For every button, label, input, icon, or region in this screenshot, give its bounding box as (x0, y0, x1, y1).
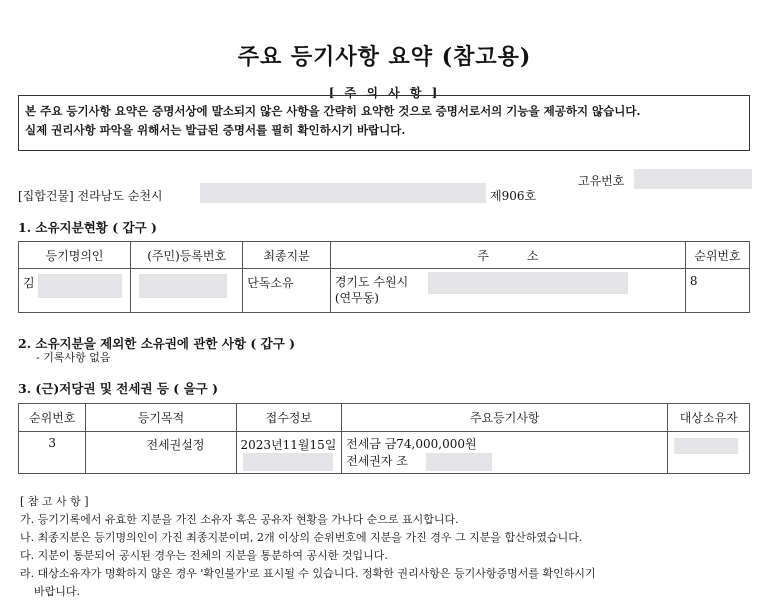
address-cell (330, 269, 685, 313)
building-unit: 제906호 (490, 189, 537, 203)
receipt-no-redacted (243, 453, 333, 471)
share-cell: 단독소유 (243, 269, 331, 313)
notice-line-2: 실제 권리사항 파악을 위해서는 발급된 증명서를 필히 확인하시기 바랍니다. (25, 123, 406, 137)
holder-redacted (38, 274, 122, 298)
col-holder: 등기명의인 (19, 242, 131, 269)
col-rank: 순위번호 (685, 242, 749, 269)
lessee-name: 전세권자 조 (346, 454, 408, 468)
ownership-table (18, 241, 750, 313)
section2-content: - 기록사항 없음 (36, 351, 111, 364)
section2-title: 2. 소유지분을 제외한 소유권에 관한 사항 ( 갑구 ) (18, 336, 296, 351)
note-item-ra: 라. 대상소유자가 명확하지 않은 경우 '확인불가'로 표시될 수 있습니다. 정확한 권리사항은 등기사항증명서를 확인하시기 (20, 567, 596, 580)
building-address-prefix: [집합건물] 전라남도 순천시 (18, 189, 163, 203)
receipt-cell (236, 432, 342, 474)
lien-table (18, 403, 750, 474)
target-owner-redacted (674, 438, 738, 454)
regno-cell (131, 269, 243, 313)
address-redacted (428, 272, 628, 294)
lien-rank-cell: 3 (19, 432, 86, 474)
table-row (19, 269, 750, 313)
holder-cell (19, 269, 131, 313)
target-owner-cell (668, 432, 750, 474)
col-purpose: 등기목적 (86, 404, 236, 432)
col-regno: (주민)등록번호 (131, 242, 243, 269)
unique-number-redacted (634, 169, 752, 189)
address-line-2: (연무동) (334, 291, 379, 305)
note-item-na: 나. 최종지분은 등기명의인이 가진 최종지분이며, 2개 이상의 순위번호에 지분을 가진 경우 그 지분을 합산하였습니다. (20, 531, 583, 544)
regno-redacted (139, 274, 227, 298)
notice-box (18, 95, 750, 151)
notes-list (20, 511, 596, 601)
page-title: 주요 등기사항 요약 (참고용) (237, 44, 532, 70)
note-item-da: 다. 지분이 통분되어 공시된 경우는 전체의 지분을 통분하여 공시한 것입니다. (20, 549, 388, 562)
section3-title: 3. (근)저당권 및 전세권 등 ( 을구 ) (18, 381, 218, 396)
receipt-date: 2023년11월15일 (240, 438, 337, 452)
col-receipt: 접수정보 (236, 404, 342, 432)
lessee-redacted (426, 453, 492, 471)
building-address-redacted (200, 183, 486, 203)
address-line-1: 경기도 수원시 (334, 275, 409, 289)
table-row (19, 432, 750, 474)
section1-title: 1. 소유지분현황 ( 갑구 ) (18, 220, 157, 235)
note-item-ga: 가. 등기기록에서 유효한 지분을 가진 소유자 혹은 공유자 현황을 가나다 순으로 표시합니다. (20, 513, 459, 526)
note-item-ra-cont: 바랍니다. (20, 585, 80, 598)
col-share: 최종지분 (243, 242, 331, 269)
notice-heading: [ 주 의 사 항 ] (328, 86, 441, 100)
col-target-owner: 대상소유자 (668, 404, 750, 432)
rank-cell: 8 (685, 269, 749, 313)
col-rank: 순위번호 (19, 404, 86, 432)
notes-heading: [ 참 고 사 항 ] (20, 495, 89, 508)
details-cell (342, 432, 668, 474)
unique-number-label: 고유번호 (578, 174, 625, 188)
notice-line-1: 본 주요 등기사항 요약은 증명서상에 말소되지 않은 사항을 간략히 요약한 것으로 증명서로서의 기능을 제공하지 않습니다. (25, 104, 641, 118)
col-address: 주 소 (330, 242, 685, 269)
lien-purpose-cell: 전세권설정 (86, 432, 236, 474)
deposit-amount: 전세금 금74,000,000원 (346, 437, 477, 451)
holder-name: 김 (23, 276, 35, 290)
col-details: 주요등기사항 (342, 404, 668, 432)
